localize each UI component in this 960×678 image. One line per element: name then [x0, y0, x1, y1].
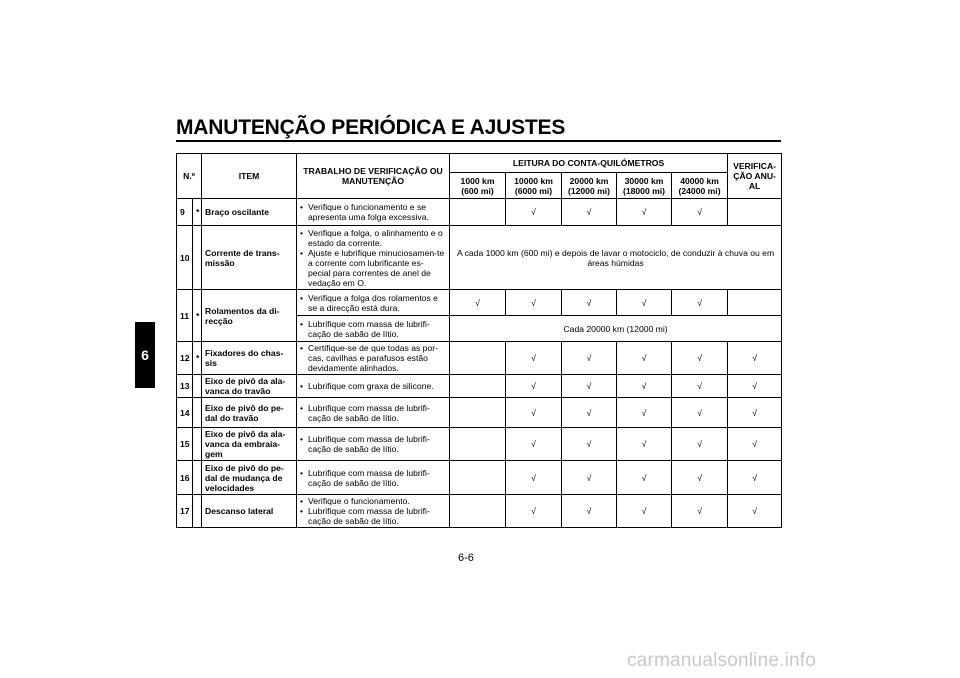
- check-mark-cell: √: [506, 428, 562, 461]
- work-list: [300, 228, 446, 288]
- title-rule: [176, 140, 781, 142]
- header-interval: 30000 km (18000 mi): [617, 173, 672, 199]
- row-item: Eixo de pivô do pe-dal de mudança de velocidades: [202, 461, 297, 495]
- work-bullet: • Lubrifique com massa de lubrifi-cação de sabão de lítio.: [300, 319, 446, 339]
- check-mark-cell: √: [728, 375, 782, 398]
- check-mark-cell: √: [672, 375, 728, 398]
- check-mark-cell: √: [506, 461, 562, 495]
- check-mark-cell: √: [562, 428, 617, 461]
- work-bullet: • Lubrifique com massa de lubrifi-cação de sabão de lítio.: [300, 403, 446, 423]
- work-bullet: • Lubrifique com graxa de silicone.: [300, 381, 446, 391]
- check-mark-cell: [728, 290, 782, 316]
- check-mark-cell: √: [562, 199, 617, 226]
- work-list: [300, 434, 446, 454]
- check-mark-cell: √: [728, 398, 782, 428]
- table-row: [177, 375, 782, 398]
- work-cell: [297, 461, 450, 495]
- work-list: [300, 468, 446, 488]
- check-mark-cell: √: [672, 290, 728, 316]
- row-number: 10: [177, 226, 193, 290]
- work-cell: [297, 199, 450, 226]
- check-mark-cell: √: [617, 290, 672, 316]
- work-bullet: • Ajuste e lubrifique minuciosamen-te a corrente com lubrificante es-pecial para correntes de anel de vedação em O.: [300, 248, 446, 288]
- check-mark-cell: √: [672, 461, 728, 495]
- check-mark-cell: [450, 199, 506, 226]
- section-tab: 6: [135, 322, 155, 388]
- row-number: 12: [177, 342, 193, 375]
- work-list: [300, 293, 446, 313]
- check-mark-cell: [450, 375, 506, 398]
- interval-note: A cada 1000 km (600 mi) e depois de lavar o motociclo, de conduzir à chuva ou em áreas húmidas: [450, 226, 782, 290]
- row-star-mark: [193, 428, 202, 461]
- header-num: N.º: [177, 154, 202, 199]
- row-item: Corrente de trans-missão: [202, 226, 297, 290]
- check-mark-cell: √: [617, 398, 672, 428]
- row-item: Eixo de pivô da ala-vanca da embraia-gem: [202, 428, 297, 461]
- check-mark-cell: √: [617, 375, 672, 398]
- check-mark-cell: √: [617, 495, 672, 528]
- header-odometer: LEITURA DO CONTA-QUILÓMETROS: [450, 154, 728, 173]
- header-annual: VERIFICA-ÇÃO ANU-AL: [728, 154, 782, 199]
- work-cell: [297, 398, 450, 428]
- check-mark-cell: √: [506, 495, 562, 528]
- check-mark-cell: [450, 428, 506, 461]
- check-mark-cell: √: [728, 342, 782, 375]
- table-row: [177, 342, 782, 375]
- table-row: [177, 461, 782, 495]
- page-title: MANUTENÇÃO PERIÓDICA E AJUSTES: [176, 116, 566, 139]
- table-row: [177, 199, 782, 226]
- row-star-mark: *: [193, 290, 202, 342]
- header-interval: 1000 km (600 mi): [450, 173, 506, 199]
- work-cell: [297, 226, 450, 290]
- work-cell: [297, 428, 450, 461]
- check-mark-cell: √: [728, 461, 782, 495]
- row-star-mark: *: [193, 199, 202, 226]
- check-mark-cell: √: [728, 428, 782, 461]
- check-mark-cell: √: [617, 461, 672, 495]
- work-cell: [297, 290, 450, 316]
- check-mark-cell: √: [672, 342, 728, 375]
- check-mark-cell: √: [506, 199, 562, 226]
- maintenance-table: [176, 153, 782, 528]
- row-item: Braço oscilante: [202, 199, 297, 226]
- row-item: Fixadores do chas-sis: [202, 342, 297, 375]
- row-number: 16: [177, 461, 193, 495]
- work-list: [300, 319, 446, 339]
- work-bullet: • Verifique a folga, o alinhamento e o estado da corrente.: [300, 228, 446, 248]
- work-list: [300, 343, 446, 373]
- row-item: Rolamentos da di-recção: [202, 290, 297, 342]
- row-star-mark: [193, 495, 202, 528]
- check-mark-cell: √: [562, 290, 617, 316]
- work-list: [300, 496, 446, 526]
- row-number: 13: [177, 375, 193, 398]
- work-bullet: • Verifique a folga dos rolamentos e se a direcção está dura.: [300, 293, 446, 313]
- row-star-mark: *: [193, 342, 202, 375]
- check-mark-cell: √: [450, 290, 506, 316]
- header-interval: 10000 km (6000 mi): [506, 173, 562, 199]
- work-bullet: • Lubrifique com massa de lubrifi-cação de sabão de lítio.: [300, 434, 446, 454]
- row-item: Descanso lateral: [202, 495, 297, 528]
- check-mark-cell: √: [506, 342, 562, 375]
- check-mark-cell: √: [506, 290, 562, 316]
- table-row: [177, 226, 782, 290]
- row-star-mark: [193, 375, 202, 398]
- check-mark-cell: √: [728, 495, 782, 528]
- check-mark-cell: [728, 199, 782, 226]
- work-list: [300, 381, 446, 391]
- work-bullet: • Lubrifique com massa de lubrifi-cação de sabão de lítio.: [300, 468, 446, 488]
- row-item: Eixo de pivô do pe-dal do travão: [202, 398, 297, 428]
- watermark: carmanualsonline.info: [627, 650, 817, 671]
- check-mark-cell: √: [562, 495, 617, 528]
- work-bullet: • Verifique o funcionamento e se apresenta uma folga excessiva.: [300, 202, 446, 222]
- table-row: [177, 428, 782, 461]
- work-list: [300, 202, 446, 222]
- check-mark-cell: √: [672, 495, 728, 528]
- header-item: ITEM: [202, 154, 297, 199]
- header-work: TRABALHO DE VERIFICAÇÃO OU MANUTENÇÃO: [297, 154, 450, 199]
- row-star-mark: [193, 461, 202, 495]
- page-number: 6-6: [458, 552, 474, 564]
- work-list: [300, 403, 446, 423]
- interval-note: Cada 20000 km (12000 mi): [450, 316, 782, 342]
- row-star-mark: [193, 398, 202, 428]
- row-number: 11: [177, 290, 193, 342]
- check-mark-cell: √: [506, 375, 562, 398]
- row-number: 15: [177, 428, 193, 461]
- check-mark-cell: √: [672, 428, 728, 461]
- row-number: 14: [177, 398, 193, 428]
- work-bullet: • Verifique o funcionamento.: [300, 496, 446, 506]
- check-mark-cell: √: [617, 428, 672, 461]
- check-mark-cell: √: [506, 398, 562, 428]
- check-mark-cell: [450, 342, 506, 375]
- check-mark-cell: √: [672, 199, 728, 226]
- table-row: [177, 290, 782, 316]
- row-number: 9: [177, 199, 193, 226]
- header-interval: 20000 km (12000 mi): [562, 173, 617, 199]
- check-mark-cell: √: [617, 342, 672, 375]
- row-item: Eixo de pivô da ala-vanca do travão: [202, 375, 297, 398]
- check-mark-cell: √: [562, 461, 617, 495]
- work-bullet: • Certifique-se de que todas as por-cas, cavilhas e parafusos estão devidamente alinhados.: [300, 343, 446, 373]
- table-row: [177, 398, 782, 428]
- work-cell: [297, 495, 450, 528]
- check-mark-cell: √: [672, 398, 728, 428]
- header-interval: 40000 km (24000 mi): [672, 173, 728, 199]
- work-cell: [297, 342, 450, 375]
- table-row: [177, 495, 782, 528]
- work-cell: [297, 316, 450, 342]
- work-cell: [297, 375, 450, 398]
- check-mark-cell: √: [562, 375, 617, 398]
- work-bullet: • Lubrifique com massa de lubrifi-cação de sabão de lítio.: [300, 506, 446, 526]
- check-mark-cell: √: [617, 199, 672, 226]
- check-mark-cell: √: [562, 342, 617, 375]
- row-number: 17: [177, 495, 193, 528]
- check-mark-cell: [450, 461, 506, 495]
- row-star-mark: [193, 226, 202, 290]
- check-mark-cell: [450, 495, 506, 528]
- check-mark-cell: [450, 398, 506, 428]
- check-mark-cell: √: [562, 398, 617, 428]
